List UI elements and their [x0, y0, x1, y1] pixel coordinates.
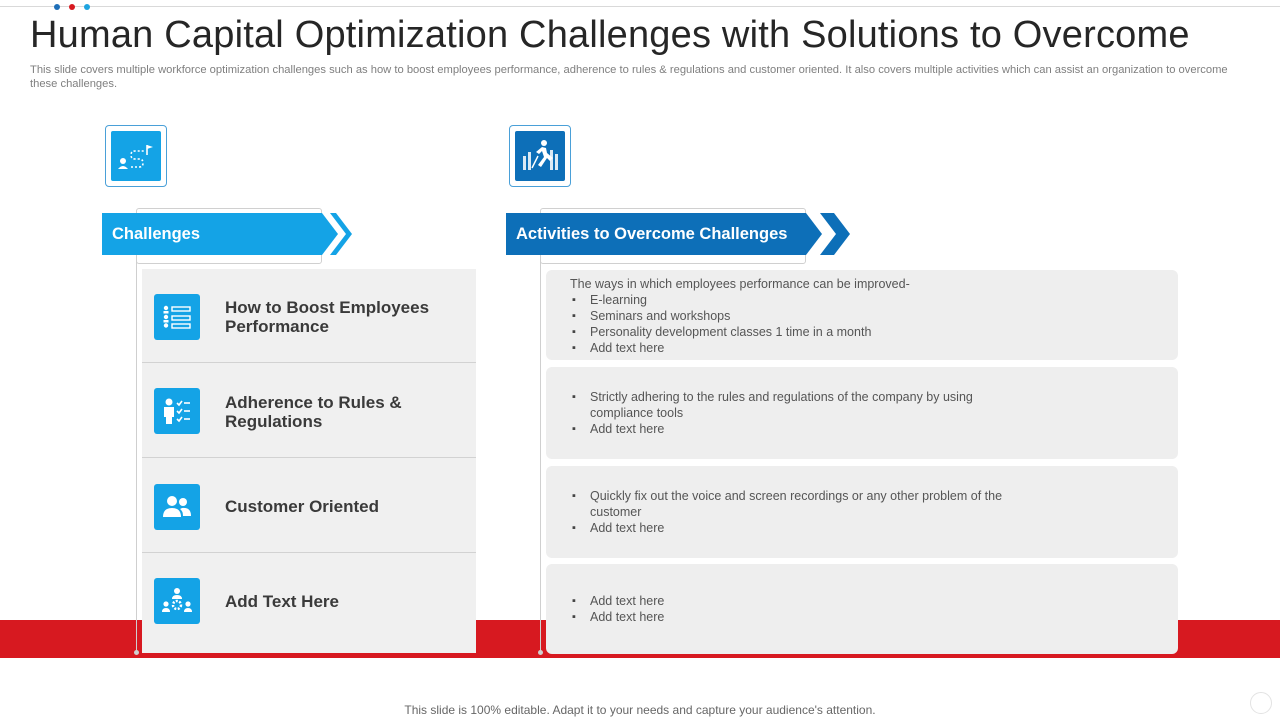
corner-circle [1250, 692, 1272, 714]
challenge-item-label: Adherence to Rules & Regulations [225, 393, 402, 431]
challenge-item-label: How to Boost Employees Performance [225, 298, 430, 336]
challenge-item [142, 269, 476, 363]
activity-bullet: ▪ Add text here [570, 609, 1030, 625]
brand-dots [54, 4, 90, 10]
users-icon [154, 484, 200, 530]
brand-dot-blue [54, 4, 60, 10]
challenges-panel [142, 269, 476, 653]
activity-bullet-list [570, 488, 1030, 536]
challenge-divider [142, 552, 476, 553]
activities-heading-label: Activities to Overcome Challenges [516, 224, 788, 243]
page-title: Human Capital Optimization Challenges with Solutions to Overcome [30, 14, 1190, 56]
activity-bullet: ▪ Add text here [570, 340, 1030, 356]
brand-dot-cyan [84, 4, 90, 10]
challenges-heading-label: Challenges [112, 224, 201, 243]
activity-card-text [570, 488, 1030, 536]
challenge-item [142, 364, 476, 458]
activity-card-text [570, 276, 1030, 356]
activity-bullet: ▪ E-learning [570, 292, 1030, 308]
challenges-heading [102, 213, 352, 255]
activity-card [546, 564, 1178, 654]
activity-bullet: ▪ Strictly adhering to the rules and regulations of the company by using compliance tools [570, 389, 1010, 421]
person-checklist-icon [154, 388, 200, 434]
challenge-divider [142, 362, 476, 363]
team-gear-icon [154, 578, 200, 624]
challenge-divider [142, 457, 476, 458]
activity-bullet: ▪ Add text here [570, 520, 1030, 536]
brand-dot-red [69, 4, 75, 10]
activity-bullet-list [570, 292, 1030, 356]
milestone-path-icon [111, 131, 161, 181]
activity-bullet: ▪ Seminars and workshops [570, 308, 1030, 324]
activity-bullet: ▪ Add text here [570, 593, 1030, 609]
activity-card [546, 270, 1178, 360]
activities-guide-dot [538, 650, 543, 655]
challenge-item-label: Customer Oriented [225, 497, 379, 516]
activity-card [546, 466, 1178, 558]
activity-bullet-list [570, 389, 1030, 437]
challenges-guide-dot [134, 650, 139, 655]
activity-bullet: ▪ Personality development classes 1 time in a month [570, 324, 1030, 340]
challenge-item-label: Add Text Here [225, 592, 339, 611]
activity-bullet: ▪ Quickly fix out the voice and screen recordings or any other problem of the customer [570, 488, 1010, 520]
activity-bullet-list [570, 593, 1030, 625]
activity-card-text [570, 389, 1030, 437]
challenges-header-icon-box [105, 125, 167, 187]
activity-card-intro: The ways in which employees performance can be improved- [570, 277, 910, 291]
challenge-item [142, 459, 476, 553]
challenges-guide-line [136, 256, 137, 652]
activities-guide-line [540, 256, 541, 652]
checklist-people-icon [154, 294, 200, 340]
activity-bullet: ▪ Add text here [570, 421, 1030, 437]
runner-icon [515, 131, 565, 181]
page-subtitle: This slide covers multiple workforce optimization challenges such as how to boost employees performance, adherence to rules & regulations and customer oriented. It also covers multiple activities which can assist an organization to overcome these challenges. [30, 64, 1228, 90]
footer-note: This slide is 100% editable. Adapt it to your needs and capture your audience's attention. [404, 703, 876, 717]
activity-card [546, 367, 1178, 459]
activity-card-text [570, 593, 1030, 625]
challenge-item [142, 554, 476, 648]
activities-header-icon-box [509, 125, 571, 187]
activities-heading [506, 213, 850, 255]
top-divider [0, 6, 1280, 7]
